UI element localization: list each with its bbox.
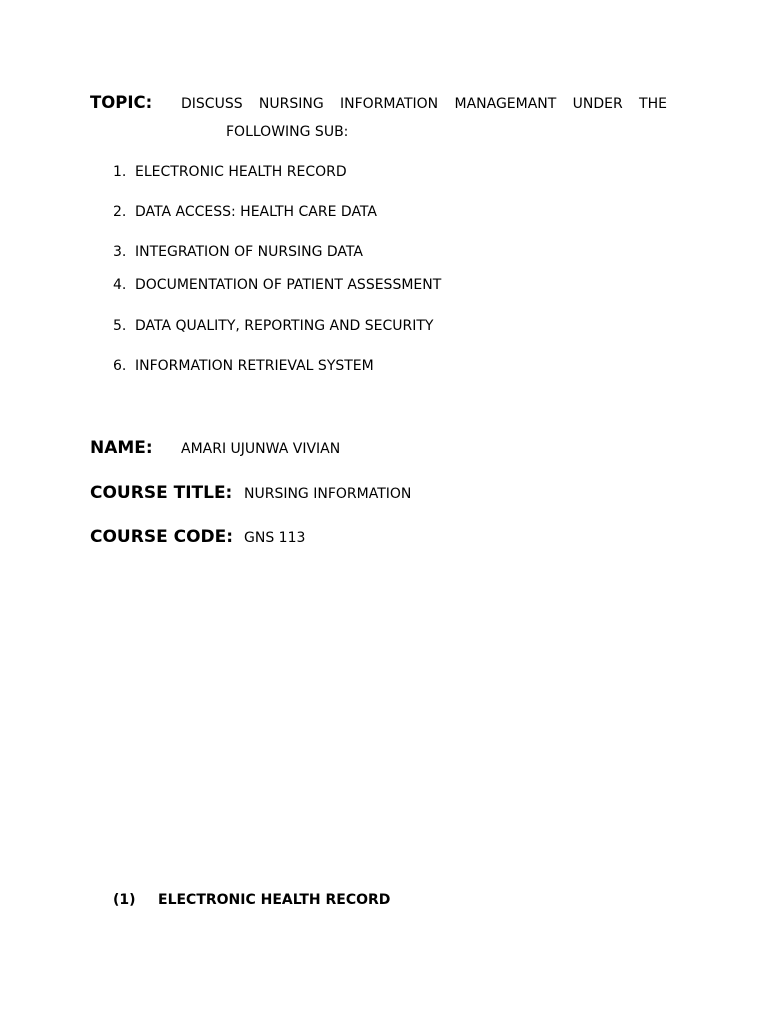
subtopic-number: 3. [113, 244, 127, 260]
section-number: (1) [113, 892, 136, 908]
subtopic-text: ELECTRONIC HEALTH RECORD [135, 164, 347, 180]
subtopic-item [113, 318, 433, 334]
topic-word: MANAGEMANT [454, 96, 557, 112]
section-heading [113, 892, 390, 908]
subtopic-item [113, 164, 347, 180]
subtopic-text: DATA QUALITY, REPORTING AND SECURITY [135, 318, 434, 334]
subtopic-item [113, 277, 441, 293]
course-title-label: COURSE TITLE: [90, 483, 233, 503]
topic-text-line1 [181, 96, 667, 112]
subtopic-text: INFORMATION RETRIEVAL SYSTEM [135, 358, 374, 374]
name-value: AMARI UJUNWA VIVIAN [181, 441, 341, 457]
topic-label: TOPIC: [90, 93, 153, 112]
topic-word: THE [639, 96, 667, 112]
subtopic-text: DOCUMENTATION OF PATIENT ASSESSMENT [135, 277, 442, 293]
topic-word: INFORMATION [340, 96, 439, 112]
name-label: NAME: [90, 438, 153, 458]
course-code-label: COURSE CODE: [90, 527, 234, 547]
section-title: ELECTRONIC HEALTH RECORD [158, 892, 391, 908]
subtopic-number: 4. [113, 277, 127, 293]
subtopic-item [113, 244, 363, 260]
subtopic-text: DATA ACCESS: HEALTH CARE DATA [135, 204, 377, 220]
course-title-value: NURSING INFORMATION [244, 486, 412, 502]
topic-word: UNDER [572, 96, 623, 112]
subtopic-number: 2. [113, 204, 127, 220]
subtopic-item [113, 204, 377, 220]
subtopic-item [113, 358, 374, 374]
topic-word: NURSING [258, 96, 324, 112]
course-code-value: GNS 113 [244, 530, 306, 546]
topic-word: DISCUSS [181, 96, 243, 112]
subtopic-number: 6. [113, 358, 127, 374]
subtopic-text: INTEGRATION OF NURSING DATA [135, 244, 363, 260]
topic-text-line2: FOLLOWING SUB: [226, 124, 349, 140]
subtopic-number: 5. [113, 318, 127, 334]
subtopic-number: 1. [113, 164, 127, 180]
